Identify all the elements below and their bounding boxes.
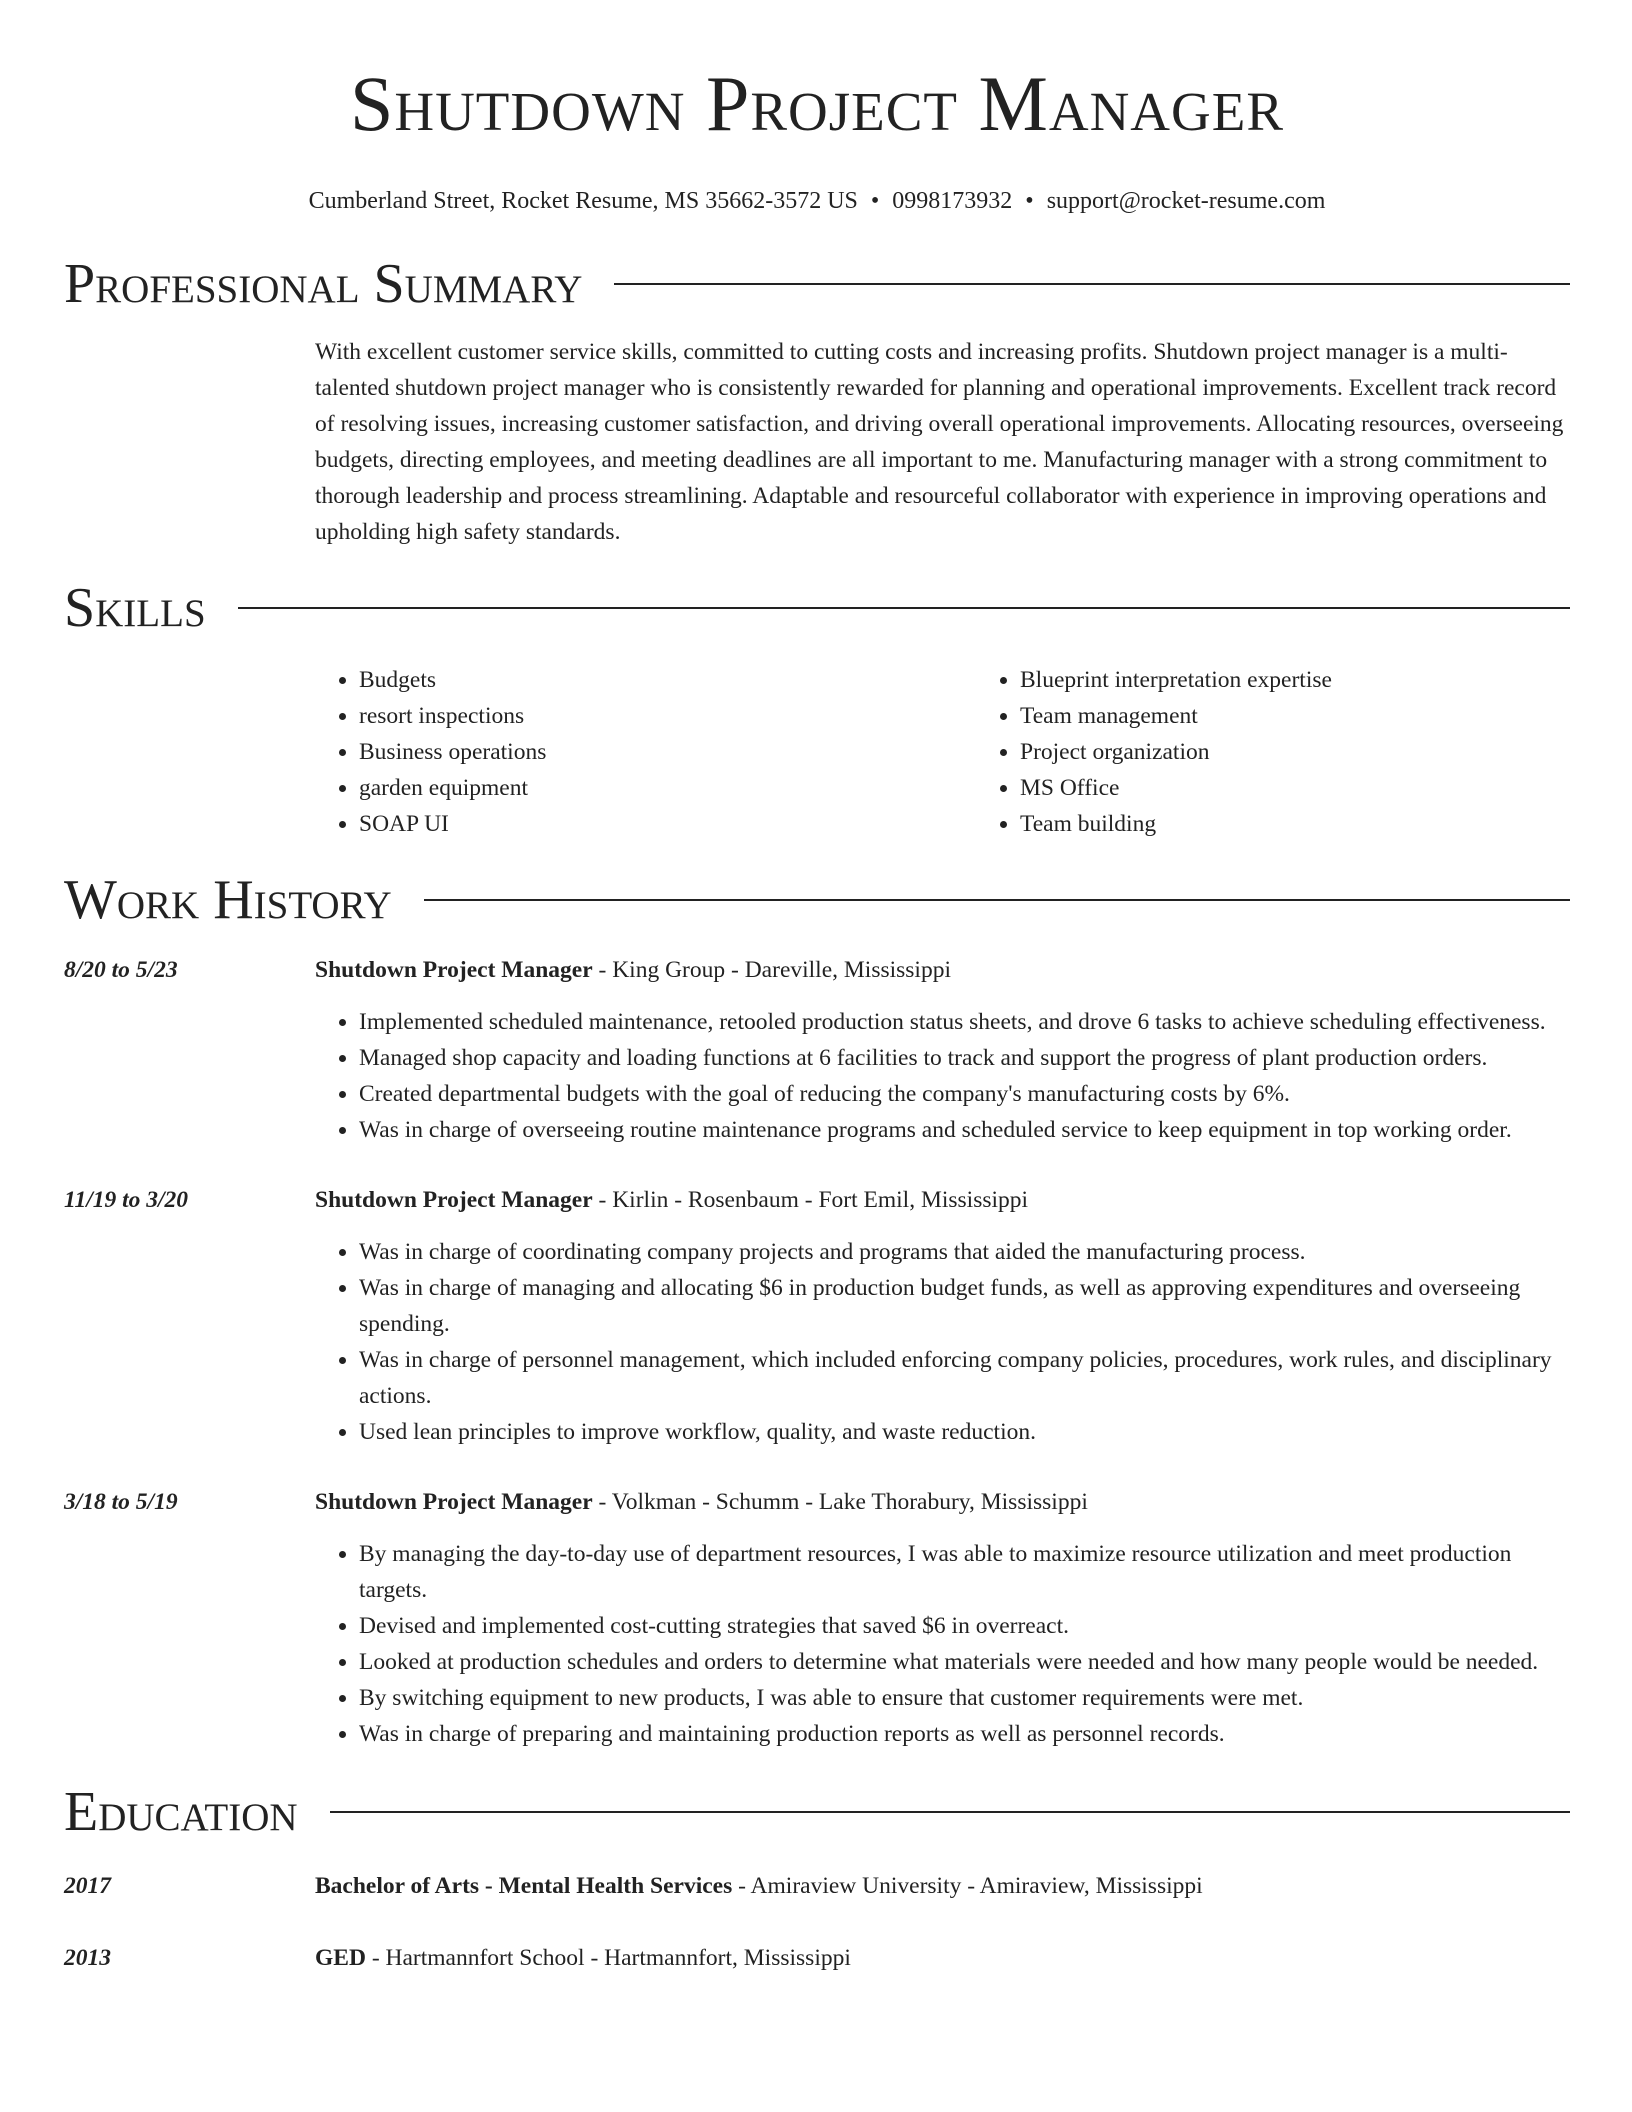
summary-section-header: [64, 252, 1570, 316]
job-employer: - Kirlin - Rosenbaum - Fort Emil, Mississippi: [592, 1187, 1029, 1213]
candidate-name: Shutdown Project Manager: [349, 60, 1285, 147]
skills-list-2: [976, 662, 1632, 842]
email: support@rocket-resume.com: [1046, 188, 1326, 214]
job-title-line: [315, 1182, 1570, 1218]
education-degree: GED: [315, 1945, 366, 1971]
job-bullet: • Was in charge of managing and allocating $6 in production budget funds, as well as approving expenditures and overseeing spending.: [359, 1270, 1570, 1342]
job-entry: [64, 1484, 1570, 1752]
skill-item: • SOAP UI: [359, 806, 976, 842]
job-header: [64, 1182, 1570, 1218]
contact-separator: •: [870, 188, 880, 214]
section-title-work: Work History: [64, 869, 392, 931]
job-bullet: • Was in charge of coordinating company projects and programs that aided the manufacturing process.: [359, 1234, 1570, 1270]
job-title-line: [315, 1484, 1570, 1520]
phone: 0998173932: [892, 188, 1013, 214]
job-bullet: • Was in charge of overseeing routine maintenance programs and scheduled service to keep equipment in top working order.: [359, 1112, 1570, 1148]
section-title-education: Education: [64, 1781, 298, 1843]
job-bullet: • Used lean principles to improve workflow, quality, and waste reduction.: [359, 1414, 1570, 1450]
section-title-skills: Skills: [64, 577, 206, 639]
job-entry: [64, 1182, 1570, 1450]
job-dates: 8/20 to 5/23: [64, 957, 178, 983]
contact-separator: •: [1025, 188, 1034, 214]
section-title-summary: Professional Summary: [64, 253, 583, 315]
skill-item: • Project organization: [1020, 734, 1632, 770]
job-bullet: • Created departmental budgets with the goal of reducing the company's manufacturing costs by 6%.: [359, 1076, 1570, 1112]
skills-row: [64, 662, 1570, 842]
section-divider: [424, 899, 1570, 901]
education-school: - Hartmannfort School - Hartmannfort, Mississippi: [365, 1945, 851, 1971]
skill-item: • garden equipment: [359, 770, 976, 806]
education-line: [315, 1940, 1570, 1976]
job-title: Shutdown Project Manager: [315, 957, 593, 983]
job-bullet: • Was in charge of personnel management, which included enforcing company policies, procedures, work rules, and disciplinary actions.: [359, 1342, 1570, 1414]
skills-section-header: [64, 576, 1570, 640]
skills-columns: [315, 662, 1632, 842]
job-dates: 11/19 to 3/20: [64, 1187, 189, 1213]
skill-item: • Team building: [1020, 806, 1632, 842]
education-degree: Bachelor of Arts - Mental Health Services: [315, 1873, 733, 1899]
education-school: - Amiraview University - Amiraview, Mississippi: [732, 1873, 1203, 1899]
job-bullets-row: [64, 1234, 1570, 1450]
job-entry: [64, 952, 1570, 1148]
section-divider: [330, 1811, 1570, 1813]
summary-text: With excellent customer service skills, committed to cutting costs and increasing profits. Shutdown project manager is a multi-talented shutdown project manager who is consistently rewarded for planning and operational improvements. Excellent track record of resolving issues, increasing customer satisfaction, and driving overall operational improvements. Allocating resources, overseeing budgets, directing employees, and meeting deadlines are all important to me. Manufacturing manager with a strong commitment to thorough leadership and process streamlining. Adaptable and resourceful collaborator with experience in improving operations and upholding high safety standards.: [315, 339, 1564, 545]
address: Cumberland Street, Rocket Resume, MS 35662-3572 US: [308, 188, 858, 214]
job-bullet: • Looked at production schedules and orders to determine what materials were needed and how many people would be needed.: [359, 1644, 1570, 1680]
skill-item: • Team management: [1020, 698, 1632, 734]
skill-item: • Blueprint interpretation expertise: [1020, 662, 1632, 698]
job-bullet: • Was in charge of preparing and maintaining production reports as well as personnel records.: [359, 1716, 1570, 1752]
job-title: Shutdown Project Manager: [315, 1489, 593, 1515]
job-title: Shutdown Project Manager: [315, 1187, 593, 1213]
education-year: 2017: [64, 1873, 111, 1899]
work-section-header: [64, 868, 1570, 932]
education-entry: [64, 1868, 1570, 1904]
job-header: [64, 1484, 1570, 1520]
job-dates: 3/18 to 5/19: [64, 1489, 178, 1515]
job-bullet: • By managing the day-to-day use of department resources, I was able to maximize resource utilization and meet production targets.: [359, 1536, 1570, 1608]
job-employer: - Volkman - Schumm - Lake Thorabury, Mississippi: [592, 1489, 1088, 1515]
job-bullet: • By switching equipment to new products, I was able to ensure that customer requirements were met.: [359, 1680, 1570, 1716]
job-title-line: [315, 952, 1570, 988]
skill-item: • resort inspections: [359, 698, 976, 734]
skill-item: • MS Office: [1020, 770, 1632, 806]
skill-item: • Business operations: [359, 734, 976, 770]
skills-list-1: [315, 662, 976, 842]
education-year: 2013: [64, 1945, 111, 1971]
contact-line: [64, 186, 1570, 216]
education-line: [315, 1868, 1570, 1904]
job-bullets: [315, 1536, 1570, 1752]
education-entry: [64, 1940, 1570, 1976]
summary-left-column: [64, 334, 315, 550]
job-bullet: • Implemented scheduled maintenance, retooled production status sheets, and drove 6 tasks to achieve scheduling effectiveness.: [359, 1004, 1570, 1040]
section-divider: [614, 283, 1570, 285]
skill-item: • Budgets: [359, 662, 976, 698]
job-bullet: • Devised and implemented cost-cutting strategies that saved $6 in overreact.: [359, 1608, 1570, 1644]
summary-row: [64, 334, 1570, 550]
job-employer: - King Group - Dareville, Mississippi: [592, 957, 951, 983]
job-bullets-row: [64, 1536, 1570, 1752]
job-bullets: [315, 1004, 1570, 1148]
job-header: [64, 952, 1570, 988]
job-bullets: [315, 1234, 1570, 1450]
education-section-header: [64, 1780, 1570, 1844]
section-divider: [238, 607, 1570, 609]
job-bullet: • Managed shop capacity and loading functions at 6 facilities to track and support the progress of plant production orders.: [359, 1040, 1570, 1076]
job-bullets-row: [64, 1004, 1570, 1148]
skills-left-column: [64, 662, 315, 842]
